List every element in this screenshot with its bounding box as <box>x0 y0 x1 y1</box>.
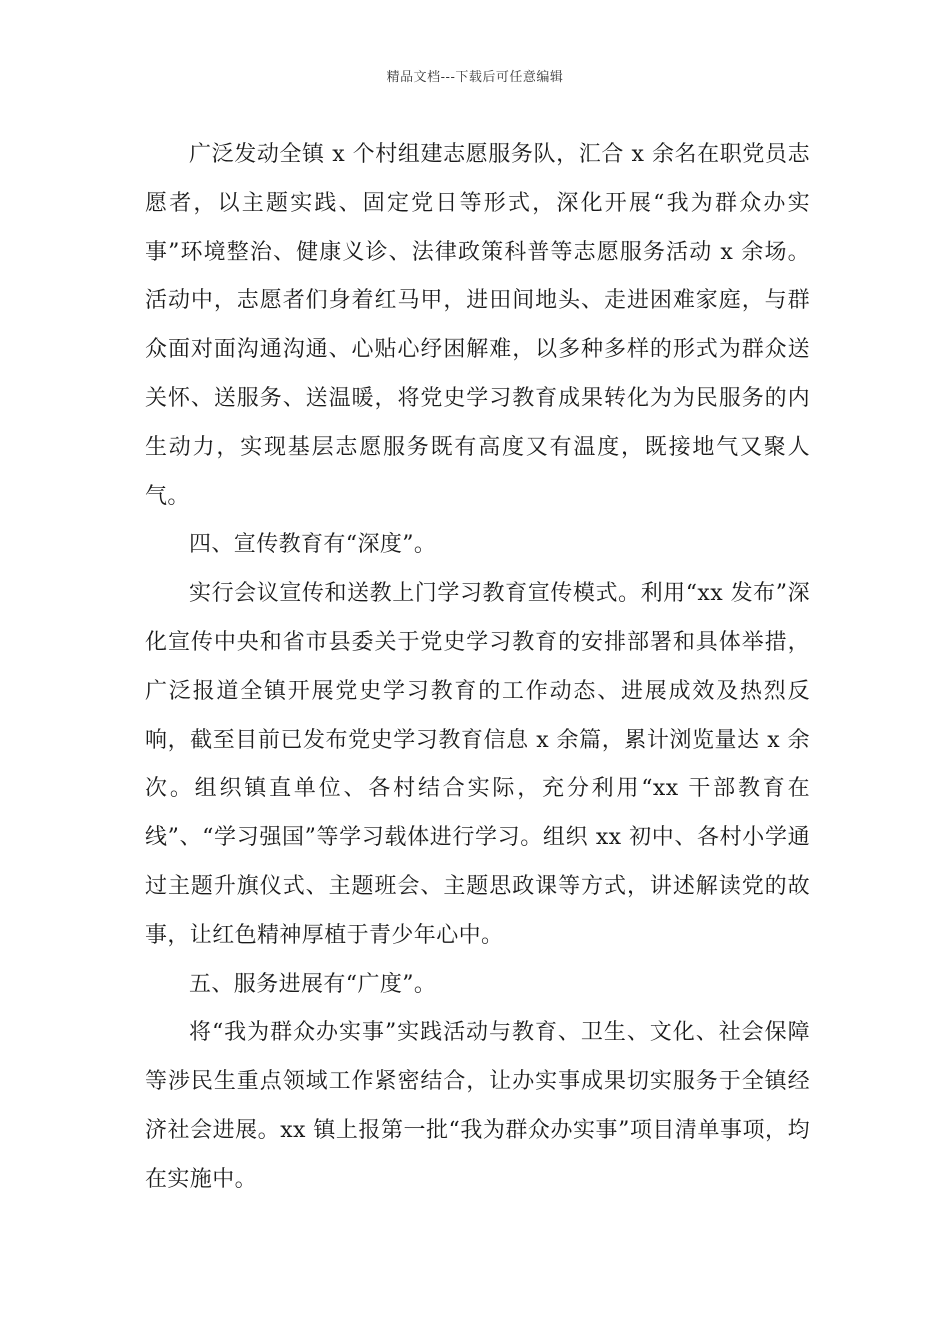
section-heading-service: 五、服务进展有“广度”。 <box>189 971 437 997</box>
paragraph-service: 将“我为群众办实事”实践活动与教育、卫生、文化、社会保障等涉民生重点领域工作紧密结合，让办实事成果切实服务于全镇经济社会进展。xx 镇上报第一批“我为群众办实事”项目清单事项，均在实施中。 <box>145 1020 810 1192</box>
paragraph-volunteer-service: 广泛发动全镇 x 个村组建志愿服务队，汇合 x 余名在职党员志愿者，以主题实践、固定党日等形式，深化开展“我为群众办实事”环境整治、健康义诊、法律政策科普等志愿服务活动 x 余场。活动中，志愿者们身着红马甲，进田间地头、走进困难家庭，与群众面对面沟通沟通、心贴心纾困解难，以多种多样的形式为群众送关怀、送服务、送温暖，将党史学习教育成果转化为为民服务的内生动力，实现基层志愿服务既有高度又有温度，既接地气又聚人气。 <box>145 142 810 509</box>
page-header: 精品文档---下载后可任意编辑 <box>386 70 564 85</box>
document-body <box>145 131 810 1205</box>
paragraph-publicity: 实行会议宣传和送教上门学习教育宣传模式。利用“xx 发布”深化宣传中央和省市县委关于党史学习教育的安排部署和具体举措，广泛报道全镇开展党史学习教育的工作动态、进展成效及热烈反响，截至目前已发布党史学习教育信息 x 余篇，累计浏览量达 x 余次。组织镇直单位、各村结合实际，充分利用“xx 干部教育在线”、“学习强国”等学习载体进行学习。组织 xx 初中、各村小学通过主题升旗仪式、主题班会、主题思政课等方式，讲述解读党的故事，让红色精神厚植于青少年心中。 <box>145 581 810 948</box>
section-heading-publicity: 四、宣传教育有“深度”。 <box>189 532 437 558</box>
